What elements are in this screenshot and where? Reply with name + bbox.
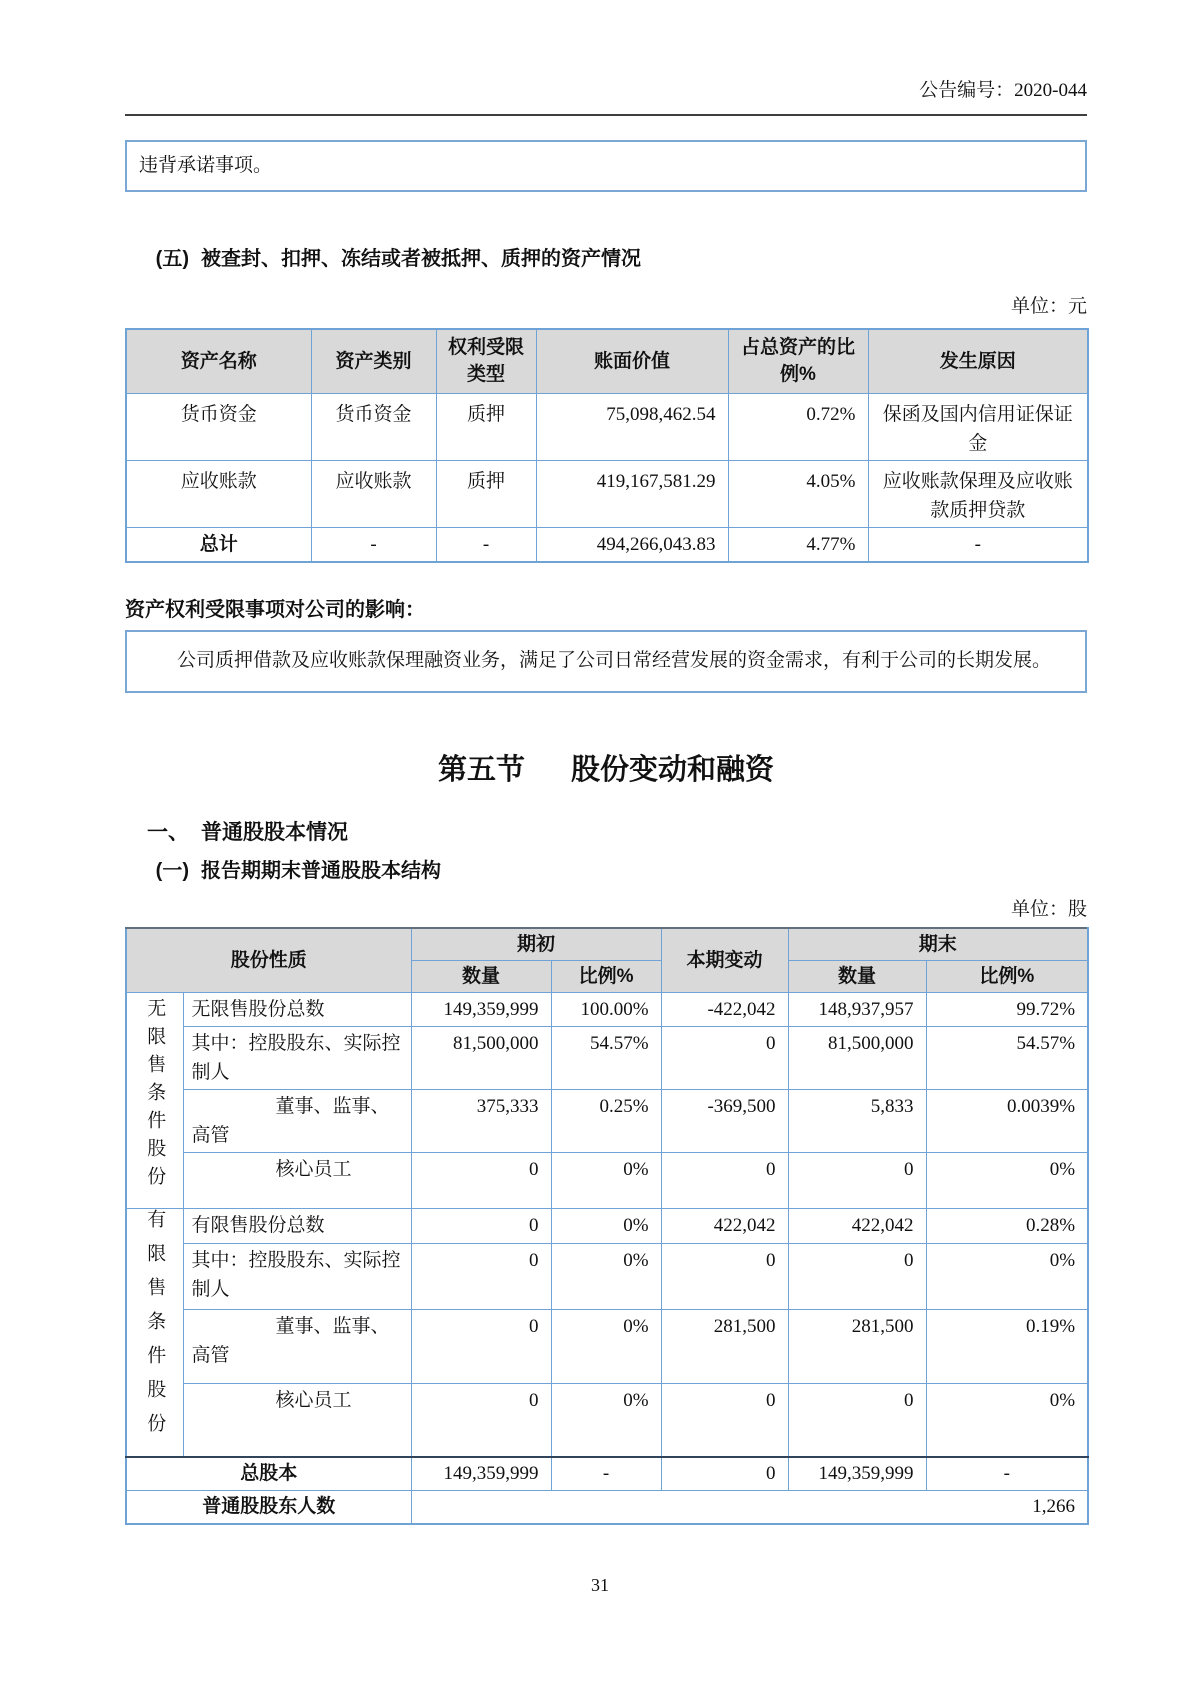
total-end-qty: 149,359,999 [788,1457,926,1491]
begin-pct: 0% [551,1383,661,1456]
pct-of-assets: 4.05% [728,460,868,527]
col-asset-type: 资产类别 [311,329,436,393]
total-asset-type: - [311,527,436,562]
shareholder-count-row [126,1491,1088,1525]
begin-pct: 0% [551,1152,661,1208]
commitment-text: 违背承诺事项。 [139,155,273,176]
table-row [126,992,1088,1026]
end-qty: 5,833 [788,1089,926,1152]
total-book-value: 494,266,043.83 [536,527,728,562]
period-change: -422,042 [661,992,788,1026]
table-row [126,1152,1088,1208]
begin-pct: 0% [551,1244,661,1310]
col-share-nature: 股份性质 [126,928,411,993]
begin-qty: 375,333 [411,1089,551,1152]
section5-heading [125,247,1087,271]
row-label: 董事、监事、高管 [183,1089,411,1152]
begin-qty: 0 [411,1152,551,1208]
begin-qty: 0 [411,1208,551,1244]
end-pct: 99.72% [926,992,1088,1026]
subsection1-title: 普通股股本情况 [201,820,348,844]
begin-qty: 0 [411,1244,551,1310]
end-qty: 0 [788,1152,926,1208]
group-unrestricted-label: 无限售条件股份 [144,997,166,1194]
total-begin-qty: 149,359,999 [411,1457,551,1491]
table-row [126,1310,1088,1383]
assets-header-row [126,329,1088,393]
col-end-pct: 比例% [926,960,1088,992]
header-rule [125,114,1087,116]
col-begin-qty: 数量 [411,960,551,992]
share-structure-table [125,927,1089,1526]
table-row [126,1208,1088,1244]
announcement-number: 公告编号：2020-044 [919,80,1087,101]
begin-qty: 81,500,000 [411,1026,551,1089]
restriction-type: 质押 [436,460,536,527]
end-qty: 0 [788,1244,926,1310]
end-pct: 54.57% [926,1026,1088,1089]
period-change: 281,500 [661,1310,788,1383]
reason: 应收账款保理及应收账款质押贷款 [868,460,1088,527]
asset-type: 货币资金 [311,393,436,460]
asset-name: 应收账款 [126,460,311,527]
begin-qty: 149,359,999 [411,992,551,1026]
col-right-restriction-type: 权利受限类型 [436,329,536,393]
row-label: 有限售股份总数 [183,1208,411,1244]
period-change: 0 [661,1152,788,1208]
asset-name: 货币资金 [126,393,311,460]
table-row [126,393,1088,460]
book-value: 419,167,581.29 [536,460,728,527]
col-begin-pct: 比例% [551,960,661,992]
begin-pct: 0% [551,1310,661,1383]
table-row [126,1244,1088,1310]
end-pct: 0.0039% [926,1089,1088,1152]
row-label: 其中：控股股东、实际控制人 [183,1026,411,1089]
end-qty: 0 [788,1383,926,1456]
book-value: 75,098,462.54 [536,393,728,460]
chapter-title [125,751,1087,789]
period-change: -369,500 [661,1089,788,1152]
total-end-pct: - [926,1457,1088,1491]
pct-of-assets: 0.72% [728,393,868,460]
restriction-type: 质押 [436,393,536,460]
assets-total-row [126,527,1088,562]
row-label: 董事、监事、高管 [183,1310,411,1383]
share-header-row1 [126,928,1088,961]
asset-type: 应收账款 [311,460,436,527]
share-total-label: 总股本 [126,1457,411,1491]
table-row [126,1383,1088,1456]
period-change: 0 [661,1026,788,1089]
total-restriction-type: - [436,527,536,562]
restricted-assets-table [125,328,1089,563]
begin-pct: 100.00% [551,992,661,1026]
begin-pct: 54.57% [551,1026,661,1089]
impact-textbox [125,630,1087,693]
shareholder-count-label: 普通股股东人数 [126,1491,411,1525]
subsection1-number: 一、 [147,820,189,844]
col-beginning: 期初 [411,928,661,961]
col-ending: 期末 [788,928,1088,961]
table-row [126,460,1088,527]
col-pct-of-assets: 占总资产的比例% [728,329,868,393]
subsection1-heading [125,820,1087,845]
subsection1a-heading [125,860,1087,883]
begin-pct: 0.25% [551,1089,661,1152]
total-pct: 4.77% [728,527,868,562]
period-change: 0 [661,1383,788,1456]
row-label: 无限售股份总数 [183,992,411,1026]
begin-qty: 0 [411,1310,551,1383]
group-restricted [126,1208,183,1457]
end-pct: 0.19% [926,1310,1088,1383]
page-content [0,80,1200,1525]
begin-qty: 0 [411,1383,551,1456]
col-period-change: 本期变动 [661,928,788,993]
col-asset-name: 资产名称 [126,329,311,393]
reason: 保函及国内信用证保证金 [868,393,1088,460]
col-end-qty: 数量 [788,960,926,992]
unit-label-share: 单位：股 [1010,898,1087,920]
row-label: 核心员工 [183,1152,411,1208]
total-period-change: 0 [661,1457,788,1491]
chapter-title-text: 股份变动和融资 [571,753,775,786]
group-restricted-label: 有限售条件股份 [144,1208,166,1447]
end-qty: 148,937,957 [788,992,926,1026]
total-reason: - [868,527,1088,562]
col-reason: 发生原因 [868,329,1088,393]
table-row [126,1089,1088,1152]
end-pct: 0.28% [926,1208,1088,1244]
end-pct: 0% [926,1244,1088,1310]
subsection1a-number: (一) [155,859,189,882]
total-label: 总计 [126,527,311,562]
total-begin-pct: - [551,1457,661,1491]
section5-title: 被查封、扣押、冻结或者被抵押、质押的资产情况 [201,248,641,270]
subsection1a-title: 报告期期末普通股股本结构 [201,859,441,882]
row-label: 核心员工 [183,1383,411,1456]
page-number: 31 [591,1575,609,1595]
impact-heading: 资产权利受限事项对公司的影响： [125,598,425,621]
commitment-textbox [125,140,1087,192]
end-pct: 0% [926,1152,1088,1208]
begin-pct: 0% [551,1208,661,1244]
end-pct: 0% [926,1383,1088,1456]
shareholder-count-value: 1,266 [411,1491,1088,1525]
period-change: 0 [661,1244,788,1310]
col-book-value: 账面价值 [536,329,728,393]
row-label: 其中：控股股东、实际控制人 [183,1244,411,1310]
end-qty: 81,500,000 [788,1026,926,1089]
group-unrestricted [126,992,183,1208]
end-qty: 281,500 [788,1310,926,1383]
end-qty: 422,042 [788,1208,926,1244]
share-total-row [126,1457,1088,1491]
period-change: 422,042 [661,1208,788,1244]
chapter-number: 第五节 [437,753,525,786]
table-row [126,1026,1088,1089]
impact-text: 公司质押借款及应收账款保理融资业务，满足了公司日常经营发展的资金需求，有利于公司的长期发展。 [177,649,1052,671]
section5-number: (五) [155,248,189,270]
unit-label-yuan: 单位：元 [1010,296,1087,317]
